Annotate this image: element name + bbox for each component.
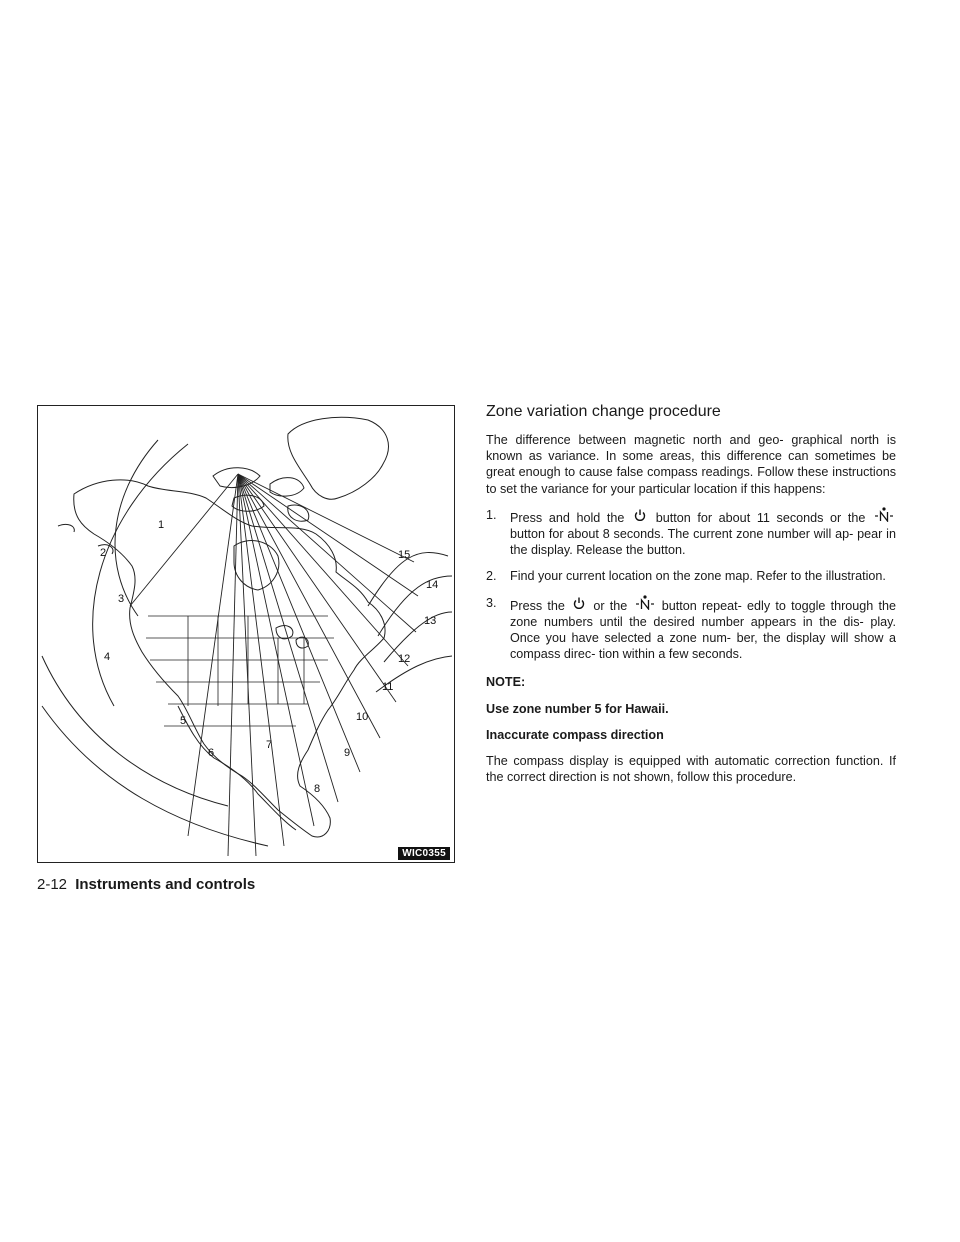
zone-label: 9	[344, 747, 351, 759]
article-heading: Zone variation change procedure	[486, 403, 721, 420]
zone-map-illustration	[38, 406, 456, 864]
step-item	[486, 568, 896, 584]
zone-label: 12	[398, 653, 411, 665]
zone-label: 5	[180, 715, 187, 727]
zone-curve	[42, 656, 228, 806]
zone-curve	[384, 612, 452, 662]
step-text: Find your current location on the zone map. Refer to the illustration.	[510, 569, 886, 584]
zone-map-figure	[37, 405, 455, 863]
zone-label: 11	[382, 681, 394, 693]
subheading: Inaccurate compass direction	[486, 727, 664, 742]
north-compass-icon	[874, 507, 894, 526]
step-text: button repeat- edly to toggle through the zone numbers until the desired number appears in the dis- play. Once you have selected a zone num- ber, the display will show a compass direc- tion within a few seconds.	[510, 598, 897, 662]
zone-label: 14	[426, 579, 439, 591]
zone-label: 10	[356, 711, 369, 723]
power-icon	[633, 509, 647, 526]
zone-label: 13	[424, 615, 437, 627]
zone-label: 8	[314, 783, 321, 795]
section-title: Instruments and controls	[75, 876, 256, 893]
step-number: 1.	[486, 507, 497, 522]
zone-label: 4	[104, 651, 111, 663]
zone-label: 2	[100, 547, 107, 559]
zone-label: 1	[158, 519, 165, 531]
step-item	[486, 507, 896, 559]
final-paragraph: The compass display is equipped with automatic correction function. If the correct direction is not shown, follow this procedure.	[486, 754, 896, 785]
zone-curve	[42, 706, 268, 846]
power-icon	[572, 597, 586, 614]
step-text: Press and hold the	[510, 510, 625, 525]
state-borders	[146, 616, 334, 726]
isogonic-lines	[130, 474, 418, 856]
zone-curve	[378, 576, 452, 636]
note-text: Use zone number 5 for Hawaii.	[486, 701, 669, 716]
step-number: 2.	[486, 569, 497, 584]
step-item	[486, 595, 896, 663]
mexico-outline	[178, 706, 296, 830]
zone-label: 7	[266, 739, 273, 751]
step-number: 3.	[486, 595, 497, 610]
zone-curve	[115, 440, 158, 616]
step-list	[486, 507, 896, 663]
page-number: 2-12	[37, 876, 68, 893]
note-label: NOTE:	[486, 675, 526, 690]
hudson-bay	[234, 541, 279, 590]
step-text: or the	[593, 598, 628, 613]
step-text: button for about 8 seconds. The current zone number will ap- pear in the display. Release the button.	[510, 527, 896, 558]
intro-paragraph: The difference between magnetic north and geo- graphical north is known as variance. In some areas, this difference can sometimes be great enough to cause false compass readings. Follow these instructions to set the variance for your particular location if this happens:	[486, 433, 896, 496]
page-footer	[37, 876, 255, 893]
article-column	[486, 402, 896, 795]
step-text: Press the	[510, 598, 565, 613]
zone-label: 6	[208, 747, 215, 759]
zone-label: 3	[118, 593, 125, 605]
great-lakes	[276, 626, 308, 648]
figure-code: WIC0355	[398, 847, 450, 860]
step-text: button for about 11 seconds or the	[655, 510, 866, 525]
zone-label: 15	[398, 549, 411, 561]
north-compass-icon	[635, 595, 655, 614]
greenland-outline	[288, 417, 389, 499]
